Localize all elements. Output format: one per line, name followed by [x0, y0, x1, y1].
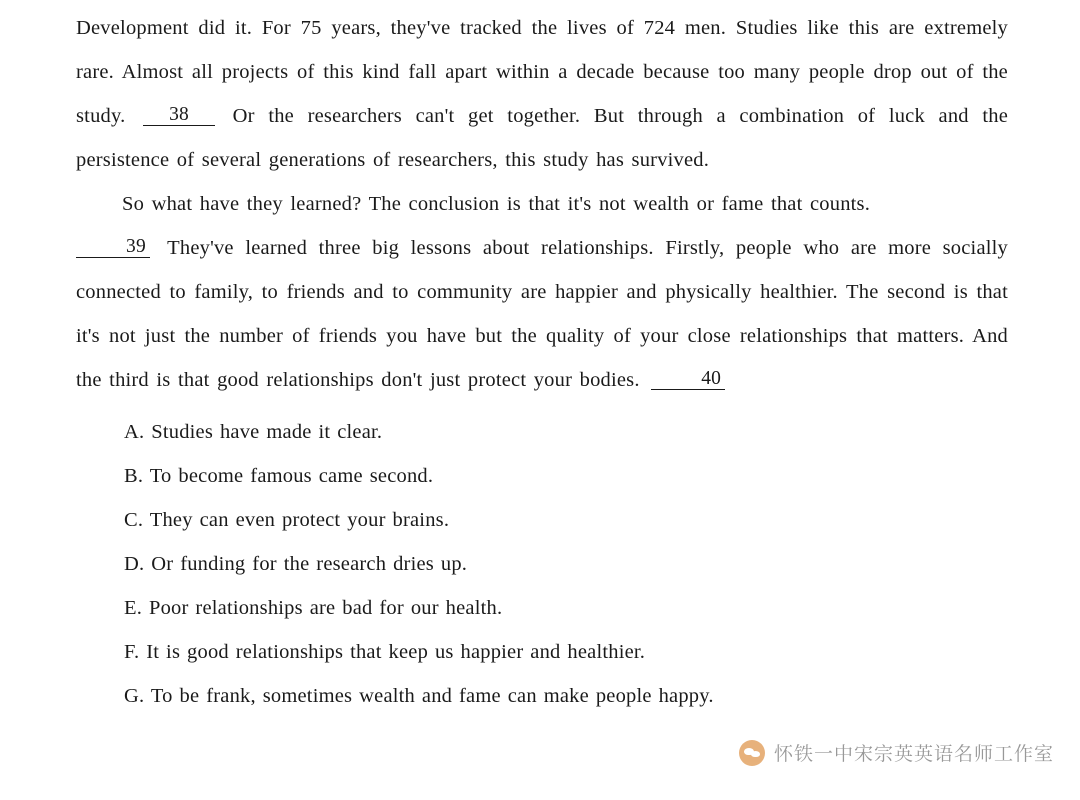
paragraph-1	[76, 0, 1008, 182]
watermark	[739, 739, 1054, 766]
paragraph-1-text-part-1: Development did it. For 75 years, they've tracked the lives of 724 men. Studies like this are extremely rare. Almost all projects of this kind fall apart within a decade because too many people drop out of the study.	[76, 17, 1008, 127]
option-item-g[interactable]: G. To be frank, sometimes wealth and fame can make people happy.	[124, 685, 714, 707]
paragraph-2-text-part-1: So what have they learned? The conclusion is that it's not wealth or fame that counts.	[122, 193, 871, 215]
answer-blank-38[interactable]: 38	[143, 104, 215, 126]
option-item-b[interactable]: B. To become famous came second.	[124, 465, 434, 487]
paragraph-1-text-part-2: Or the researchers can't get together. But through a combination of luck and the persistence of several generations of researchers, this study has survived.	[76, 105, 1008, 171]
option-item-a[interactable]: A. Studies have made it clear.	[124, 421, 383, 443]
wechat-orange-logo-icon	[739, 740, 765, 766]
answer-blank-39[interactable]: 39	[76, 236, 150, 258]
watermark-text: 怀铁一中宋宗英英语名师工作室	[773, 743, 1054, 765]
option-item-f[interactable]: F. It is good relationships that keep us happier and healthier.	[124, 641, 646, 663]
option-item-c[interactable]: C. They can even protect your brains.	[124, 509, 450, 531]
option-item-e[interactable]: E. Poor relationships are bad for our health.	[124, 597, 503, 619]
option-item-d[interactable]: D. Or funding for the research dries up.	[124, 553, 468, 575]
paragraph-2	[76, 182, 1008, 402]
paragraph-2-text-part-2: They've learned three big lessons about relationships. Firstly, people who are more socially connected to family, to friends and to community are happier and physically healthier. The second is that it's not just the number of friends you have but the quality of your close relationships that matters. And the third is that good relationships don't just protect your bodies.	[76, 237, 1008, 391]
option-list	[76, 410, 1008, 718]
answer-blank-40[interactable]: 40	[651, 368, 725, 390]
